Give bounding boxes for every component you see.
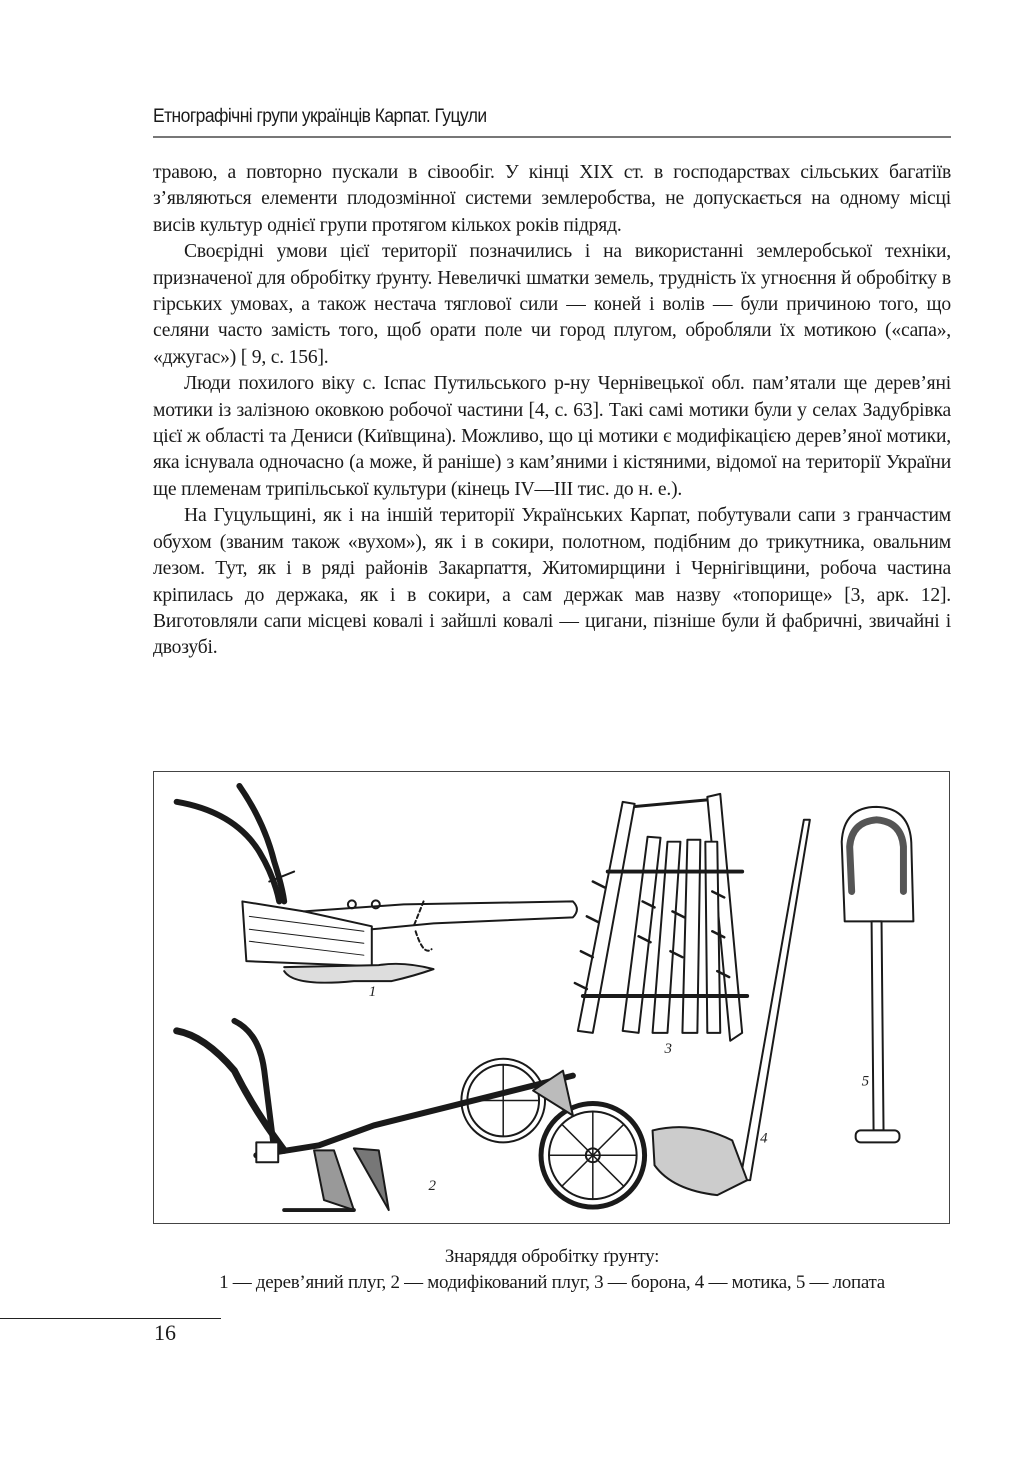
harrow-illustration	[575, 794, 747, 1057]
figure-label-4: 4	[760, 1130, 768, 1147]
figure-label-5: 5	[861, 1073, 870, 1090]
figure-label-3: 3	[664, 1040, 672, 1057]
figure-label-1: 1	[368, 984, 377, 1001]
paragraph: Своєрідні умови цієї території позначились і на використанні землеробської техніки, призначеної для обробітку ґрунту. Невеличкі шматки земель, трудність їх угноєння й обробітку в гірських умовах, а також нестача тяглової сили — коней і волів — були причиною того, що селяни часто замість того, щоб орати поле чи город плугом, обробляли їх мотикою («сапа», «джугас») [ 9, с. 156].	[153, 241, 951, 368]
footer-rule	[0, 1318, 221, 1319]
wooden-plough-illustration	[177, 786, 577, 1000]
page-number: 16	[154, 1320, 176, 1345]
header-rule	[153, 136, 951, 138]
paragraph: Люди похилого віку с. Іспас Путильського р-ну Чернівецької обл. пам’ятали ще дерев’яні мотики із залізною оковкою робочої частини [4, с. 63]. Такі самі мотики були у селах Задубрівка цієї ж області та Дениси (Київщина). Можливо, що ці мотики є модифікацією дерев’яної мотики, яка існувала одночасно (а може, й раніше) з кам’яними і кістяними, відомої на території України ще племенам трипільської культури (кінець IV—III тис. до н. е.).	[153, 373, 951, 500]
caption-list: 1 — дерев’яний плуг, 2 — модифікований плуг, 3 — борона, 4 — мотика, 5 — лопата	[219, 1272, 885, 1293]
spade-illustration	[842, 807, 914, 1143]
paragraph: На Гуцульщині, як і на іншій території Українських Карпат, побутували сапи з гранчастим обухом (званим також «вухом»), як і в сокири, полотном, подібним до трикутника, овальним лезом. Тут, як і в ряді районів Закарпаття, Житомирщини і Чернігівщини, робоча частина кріпилась до держака, як і в сокири, а сам держак мав назву «топорище» [3, арк. 12]. Виготовляли сапи місцеві ковалі і зайшлі ковалі — цигани, пізніше були й фабричні, звичайні і двозубі.	[153, 505, 951, 659]
figure-caption	[153, 1244, 951, 1296]
body-text	[153, 160, 951, 662]
modified-plough-illustration	[177, 1021, 645, 1210]
caption-title: Знаряддя обробітку ґрунту:	[444, 1246, 660, 1267]
running-title: Етнографічні групи українців Карпат. Гуцули	[153, 106, 487, 127]
figure-tools-illustration	[153, 771, 950, 1224]
figure-label-2: 2	[428, 1178, 437, 1195]
paragraph: травою, а повторно пускали в сівообіг. У кінці XIX ст. в господарствах сільських багатіїв з’являються елементи плодозмінної системи землеробства, не допускається на одному місці висів культур однієї групи протягом кількох років підряд.	[153, 162, 951, 236]
